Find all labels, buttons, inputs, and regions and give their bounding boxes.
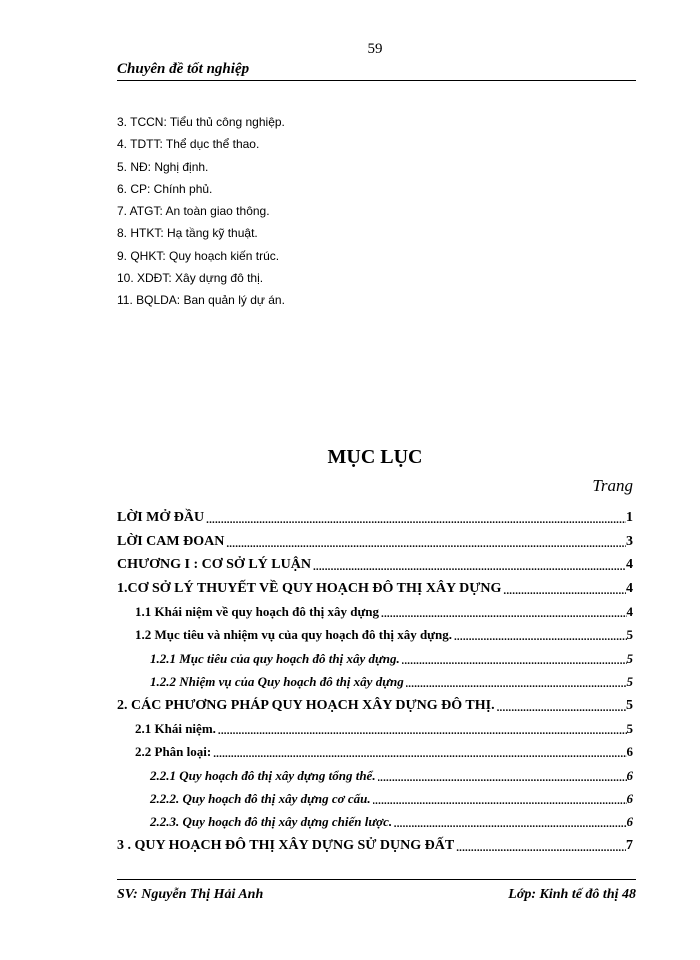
toc-entry[interactable]: 1.2 Mục tiêu và nhiệm vụ của quy hoạch đô thị xây dựng. ..... 5	[117, 620, 633, 643]
abbreviation-item: 5. NĐ: Nghị định.	[117, 159, 209, 174]
abbreviation-item: 7. ATGT: An toàn giao thông.	[117, 204, 270, 219]
toc-entry[interactable]: 2.2.1 Quy hoạch đô thị xây dựng tổng thể. ..... 6	[117, 760, 633, 783]
toc-entry[interactable]: 1.2.2 Nhiệm vụ của Quy hoạch đô thị xây dựng ..... 5	[117, 667, 633, 690]
toc-entry[interactable]: 2.2.2. Quy hoạch đô thị xây dựng cơ cấu. ..... 6	[117, 784, 633, 807]
abbreviation-item: 11. BQLDA: Ban quản lý dự án.	[117, 293, 285, 308]
abbreviation-item: 10. XDĐT: Xây dựng đô thị.	[117, 271, 264, 286]
toc-heading: MỤC LỤC	[327, 446, 423, 468]
toc-entry[interactable]: 2.2 Phân loại: ..... 6	[117, 737, 633, 760]
abbreviation-item: 6. CP: Chính phủ.	[117, 181, 213, 196]
abbreviation-item: 3. TCCN: Tiểu thủ công nghiệp.	[117, 115, 285, 129]
toc-entry[interactable]: 2. CÁC PHƯƠNG PHÁP QUY HOẠCH XÂY DỰNG ĐÔ THỊ. ..... 5	[117, 690, 633, 713]
toc-entry[interactable]: 1.1 Khái niệm về quy hoạch đô thị xây dựng ..... 4	[117, 597, 633, 620]
toc-entry[interactable]: 2.1 Khái niệm. ..... 5	[117, 714, 633, 737]
footer-student: SV: Nguyễn Thị Hải Anh	[117, 887, 264, 902]
toc-entry[interactable]: 1.CƠ SỞ LÝ THUYẾT VỀ QUY HOẠCH ĐÔ THỊ XÂY DỰNG ..... 4	[117, 573, 633, 596]
footer-class: Lớp: Kinh tế đô thị 48	[508, 887, 636, 902]
abbreviation-item: 9. QHKT: Quy hoạch kiến trúc.	[117, 248, 280, 263]
abbreviation-item: 8. HTKT: Hạ tầng kỹ thuật.	[117, 226, 258, 241]
toc-entry[interactable]: 2.2.3. Quy hoạch đô thị xây dựng chiến lược. ..... 6	[117, 807, 633, 830]
footer-rule	[117, 879, 636, 880]
table-of-contents	[117, 503, 633, 854]
toc-page-label: Trang	[592, 476, 633, 495]
header-rule	[117, 80, 636, 81]
toc-entry[interactable]: CHƯƠNG I : CƠ SỞ LÝ LUẬN ..... 4	[117, 550, 633, 573]
toc-entry[interactable]: LỜI CAM ĐOAN ..... 3	[117, 526, 633, 549]
header-title: Chuyên đề tốt nghiệp	[117, 61, 250, 77]
toc-entry[interactable]: LỜI MỞ ĐẦU ..... 1	[117, 503, 633, 526]
toc-entry[interactable]: 3 . QUY HOẠCH ĐÔ THỊ XÂY DỰNG SỬ DỤNG ĐẤT ..... 7	[117, 830, 633, 853]
toc-entry[interactable]: 1.2.1 Mục tiêu của quy hoạch đô thị xây dựng. ..... 5	[117, 643, 633, 666]
abbreviation-item: 4. TDTT: Thể dục thể thao.	[117, 137, 260, 152]
page-number: 59	[367, 41, 383, 57]
abbreviation-list	[117, 113, 637, 314]
